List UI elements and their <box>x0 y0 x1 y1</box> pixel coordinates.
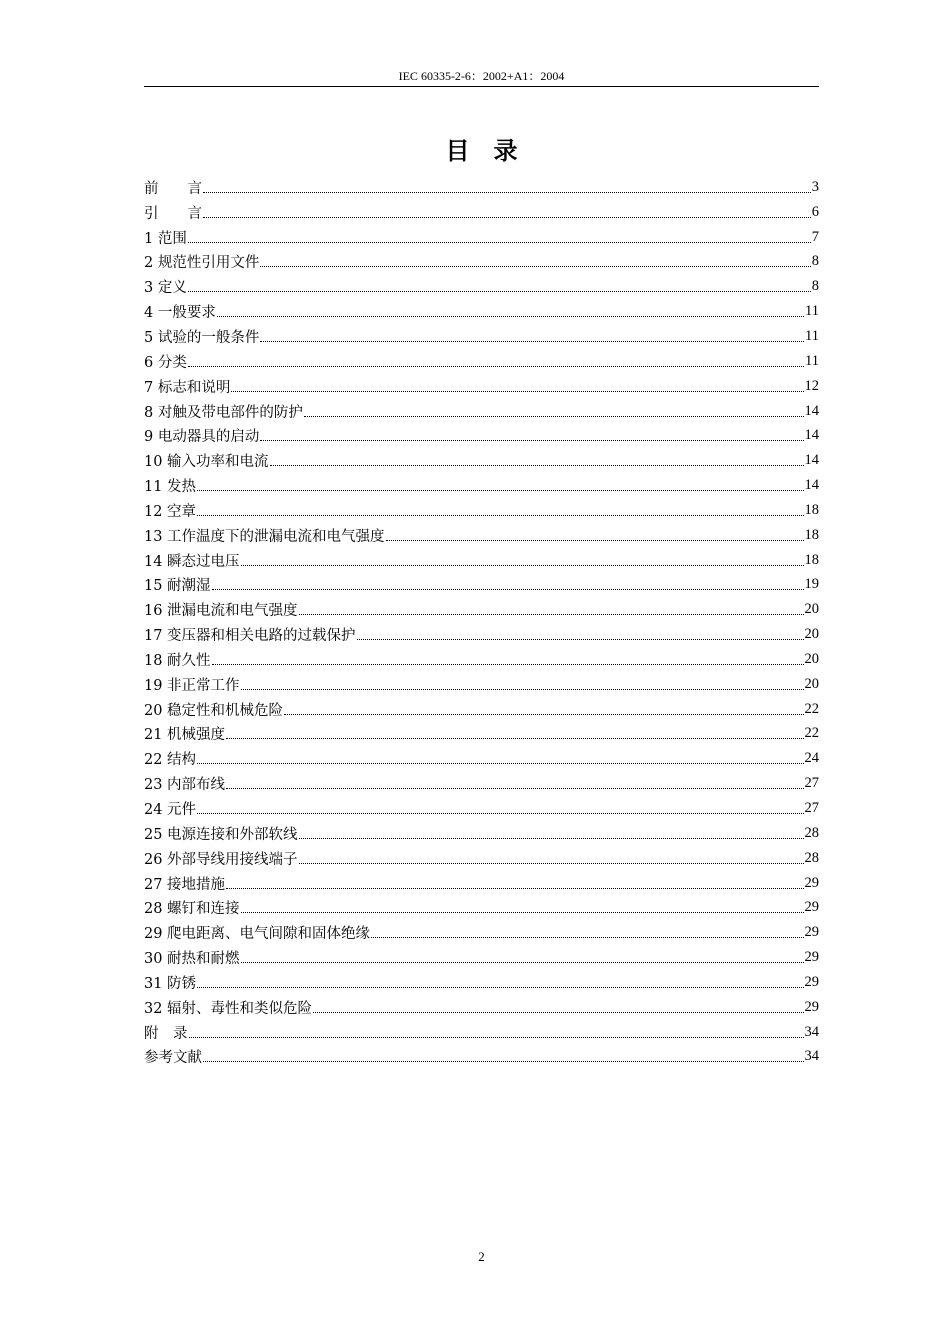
toc-entry[interactable] <box>144 622 819 647</box>
toc-entry[interactable] <box>144 473 819 498</box>
toc-entry-page: 22 <box>804 700 819 717</box>
toc-entry[interactable] <box>144 821 819 846</box>
toc-dot-leader <box>226 738 803 739</box>
toc-entry-label: 17 变压器和相关电路的过载保护 <box>144 628 356 645</box>
toc-entry-page: 14 <box>804 477 819 494</box>
toc-entry-page: 20 <box>804 601 819 618</box>
toc-entry[interactable] <box>144 448 819 473</box>
toc-dot-leader <box>189 1037 804 1038</box>
toc-entry[interactable] <box>144 895 819 920</box>
toc-entry-label: 16 泄漏电流和电气强度 <box>144 603 298 620</box>
toc-entry-label: 11 发热 <box>144 479 197 496</box>
toc-entry-label: 29 爬电距离、电气间隙和固体绝缘 <box>144 926 371 943</box>
toc-entry-page: 20 <box>804 675 819 692</box>
toc-entry[interactable] <box>144 175 819 200</box>
toc-entry[interactable] <box>144 274 819 299</box>
toc-entry-page: 11 <box>805 352 819 369</box>
toc-entry[interactable] <box>144 746 819 771</box>
toc-entry-label: 18 耐久性 <box>144 652 211 669</box>
toc-dot-leader <box>203 192 811 193</box>
toc-entry-page: 14 <box>804 427 819 444</box>
toc-dot-leader <box>241 565 804 566</box>
toc-entry-label: 32 辐射、毒性和类似危险 <box>144 1000 313 1017</box>
toc-entry-label: 28 螺钉和连接 <box>144 901 240 918</box>
toc-entry-page: 27 <box>804 800 819 817</box>
toc-entry-label: 10 输入功率和电流 <box>144 454 269 471</box>
toc-dot-leader <box>197 813 803 814</box>
toc-entry-page: 24 <box>804 750 819 767</box>
toc-entry-page: 29 <box>804 949 819 966</box>
toc-dot-leader <box>197 515 803 516</box>
toc-entry-page: 28 <box>804 824 819 841</box>
toc-entry-page: 19 <box>804 576 819 593</box>
toc-entry-label: 1 范围 <box>144 230 187 247</box>
toc-entry[interactable] <box>144 200 819 225</box>
toc-entry-page: 20 <box>804 626 819 643</box>
toc-entry[interactable] <box>144 423 819 448</box>
toc-entry-label: 21 机械强度 <box>144 727 226 744</box>
toc-dot-leader <box>260 440 803 441</box>
toc-entry[interactable] <box>144 970 819 995</box>
running-header: IEC 60335-2-6：2002+A1：2004 <box>398 69 565 83</box>
toc-entry-page: 34 <box>804 1023 819 1040</box>
toc-dot-leader <box>197 987 803 988</box>
toc-dot-leader <box>212 589 804 590</box>
toc-entry[interactable] <box>144 1045 819 1070</box>
toc-entry-page: 7 <box>811 228 819 245</box>
toc-entry-label: 26 外部导线用接线端子 <box>144 851 298 868</box>
toc-entry[interactable] <box>144 697 819 722</box>
toc-entry-label: 7 标志和说明 <box>144 379 231 396</box>
toc-entry-page: 8 <box>811 278 819 295</box>
toc-dot-leader <box>313 1012 803 1013</box>
toc-entry[interactable] <box>144 1020 819 1045</box>
toc-dot-leader <box>260 341 804 342</box>
toc-dot-leader <box>357 639 804 640</box>
toc-entry[interactable] <box>144 796 819 821</box>
toc-entry-page: 22 <box>804 725 819 742</box>
toc-dot-leader <box>241 912 804 913</box>
toc-entry[interactable] <box>144 846 819 871</box>
toc-entry-label: 13 工作温度下的泄漏电流和电气强度 <box>144 528 385 545</box>
toc-entry[interactable] <box>144 548 819 573</box>
toc-entry-label: 30 耐热和耐燃 <box>144 951 240 968</box>
toc-entry-page: 12 <box>804 377 819 394</box>
toc-entry[interactable] <box>144 498 819 523</box>
toc-entry-label: 2 规范性引用文件 <box>144 255 260 272</box>
toc-dot-leader <box>203 1061 804 1062</box>
toc-entry-page: 6 <box>811 203 819 220</box>
toc-dot-leader <box>226 788 803 789</box>
toc-dot-leader <box>299 863 804 864</box>
toc-entry-label: 12 空章 <box>144 503 197 520</box>
toc-entry[interactable] <box>144 871 819 896</box>
toc-dot-leader <box>270 465 804 466</box>
page-title: 目录 <box>445 136 542 165</box>
toc-entry-page: 34 <box>804 1048 819 1065</box>
toc-dot-leader <box>371 937 803 938</box>
toc-entry-label: 25 电源连接和外部软线 <box>144 826 298 843</box>
toc-entry-label: 24 元件 <box>144 802 197 819</box>
toc-dot-leader <box>217 316 804 317</box>
toc-entry-page: 27 <box>804 775 819 792</box>
toc-entry-page: 8 <box>811 253 819 270</box>
toc-dot-leader <box>212 664 804 665</box>
toc-entry-label: 4 一般要求 <box>144 305 216 322</box>
toc-entry[interactable] <box>144 374 819 399</box>
toc-entry-label: 31 防锈 <box>144 975 197 992</box>
toc-entry-label: 23 内部布线 <box>144 777 226 794</box>
toc-entry[interactable] <box>144 722 819 747</box>
toc-entry-label: 14 瞬态过电压 <box>144 553 240 570</box>
toc-entry[interactable] <box>144 399 819 424</box>
header-rule <box>144 86 819 87</box>
toc-entry-label: 8 对触及带电部件的防护 <box>144 404 303 421</box>
toc-entry[interactable] <box>144 523 819 548</box>
toc-dot-leader <box>386 540 804 541</box>
toc-entry[interactable] <box>144 945 819 970</box>
toc-entry-label: 20 稳定性和机械危险 <box>144 702 284 719</box>
toc-entry-label: 前 言 <box>144 180 202 197</box>
toc-entry[interactable] <box>144 324 819 349</box>
toc-entry-page: 11 <box>805 303 819 320</box>
toc-entry-label: 19 非正常工作 <box>144 677 240 694</box>
toc-entry-page: 29 <box>804 924 819 941</box>
toc-entry-page: 28 <box>804 849 819 866</box>
toc-dot-leader <box>197 490 803 491</box>
toc-dot-leader <box>304 416 804 417</box>
toc-entry-page: 20 <box>804 650 819 667</box>
toc-entry-page: 29 <box>804 899 819 916</box>
toc-entry-label: 附 录 <box>144 1025 188 1042</box>
toc-dot-leader <box>188 291 811 292</box>
toc-entry[interactable] <box>144 225 819 250</box>
toc-entry-page: 29 <box>804 874 819 891</box>
toc-dot-leader <box>241 689 804 690</box>
toc-entry-label: 27 接地措施 <box>144 876 226 893</box>
toc-entry[interactable] <box>144 647 819 672</box>
toc-entry[interactable] <box>144 920 819 945</box>
toc-dot-leader <box>284 714 803 715</box>
toc-entry-page: 14 <box>804 452 819 469</box>
toc-entry-page: 14 <box>804 402 819 419</box>
toc-dot-leader <box>188 242 811 243</box>
page-number: 2 <box>478 1249 485 1264</box>
toc-entry-label: 6 分类 <box>144 354 187 371</box>
table-of-contents <box>144 175 819 1069</box>
toc-entry[interactable] <box>144 573 819 598</box>
toc-entry-label: 15 耐潮湿 <box>144 578 211 595</box>
toc-entry-label: 引 言 <box>144 205 202 222</box>
toc-entry-label: 3 定义 <box>144 280 187 297</box>
toc-dot-leader <box>197 763 803 764</box>
toc-dot-leader <box>299 838 804 839</box>
toc-entry-page: 18 <box>804 526 819 543</box>
toc-dot-leader <box>299 614 804 615</box>
toc-entry[interactable] <box>144 995 819 1020</box>
toc-entry-page: 11 <box>805 327 819 344</box>
toc-entry[interactable] <box>144 250 819 275</box>
toc-dot-leader <box>188 366 804 367</box>
toc-entry-label: 5 试验的一般条件 <box>144 329 260 346</box>
toc-entry[interactable] <box>144 672 819 697</box>
toc-entry-page: 29 <box>804 973 819 990</box>
toc-entry[interactable] <box>144 299 819 324</box>
toc-dot-leader <box>231 391 803 392</box>
toc-dot-leader <box>226 888 803 889</box>
toc-entry-label: 9 电动器具的启动 <box>144 429 260 446</box>
toc-dot-leader <box>203 217 811 218</box>
toc-entry[interactable] <box>144 349 819 374</box>
toc-entry[interactable] <box>144 771 819 796</box>
toc-entry-page: 18 <box>804 551 819 568</box>
toc-entry-page: 29 <box>804 998 819 1015</box>
toc-entry-label: 22 结构 <box>144 752 197 769</box>
toc-dot-leader <box>241 962 804 963</box>
toc-entry-page: 18 <box>804 501 819 518</box>
toc-entry[interactable] <box>144 597 819 622</box>
toc-entry-label: 参考文献 <box>144 1050 202 1067</box>
toc-dot-leader <box>260 266 810 267</box>
toc-entry-page: 3 <box>811 178 819 195</box>
